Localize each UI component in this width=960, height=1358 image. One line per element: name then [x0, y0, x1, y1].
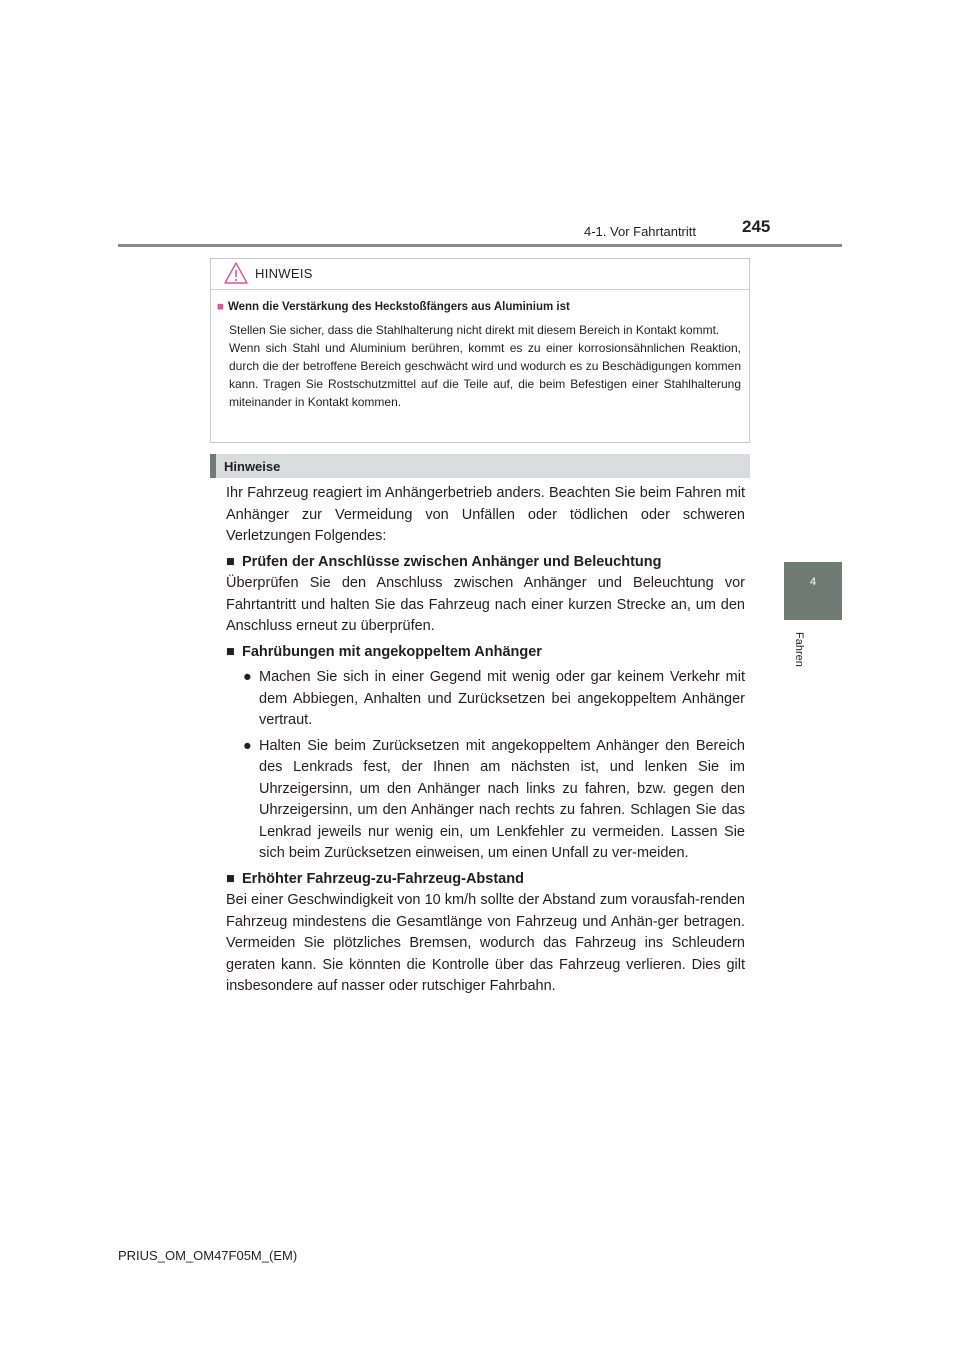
notice-header	[211, 259, 749, 290]
subsection-text: Überprüfen Sie den Anschluss zwischen Anhänger und Beleuchtung vor Fahrtantritt und halten Sie das Fahrzeug nach einer kurzen Strecke an, um den Anschluss erneut zu überprüfen.	[226, 575, 745, 634]
warning-triangle-icon	[223, 261, 249, 285]
page-number: 245	[742, 217, 771, 236]
list-item	[243, 667, 745, 732]
chapter-tab	[784, 562, 842, 620]
notice-bullet: ■	[217, 301, 224, 313]
section-title: 4-1. Vor Fahrtantritt	[584, 224, 696, 239]
subsection-heading	[226, 552, 745, 574]
header-divider	[118, 244, 842, 247]
notice-heading-text: Wenn die Verstärkung des Heckstoßfängers aus Aluminium ist	[227, 301, 570, 313]
subsection-title: Fahrübungen mit angekoppeltem Anhänger	[242, 643, 542, 660]
section-bar-title: Hinweise	[224, 459, 281, 474]
notice-title: HINWEIS	[255, 266, 313, 281]
notice-heading	[217, 301, 743, 313]
list-item-text: Machen Sie sich in einer Gegend mit wenig oder gar keinem Verkehr mit dem Abbiegen, Anhalten und Zurücksetzen bei angekoppeltem Anhänger vertraut.	[259, 669, 745, 728]
chapter-number: 4	[809, 576, 817, 588]
main-content	[226, 483, 745, 998]
section-bar-accent	[210, 454, 216, 478]
subsection-heading	[226, 642, 745, 664]
notice-box	[210, 258, 750, 443]
subsection-title: Prüfen der Anschlüsse zwischen Anhänger und Beleuchtung	[242, 553, 662, 570]
bullet-dot: ●	[243, 737, 252, 754]
list-item-text: Halten Sie beim Zurücksetzen mit angekoppeltem Anhänger den Bereich des Lenkrads fest, der Ihnen am nächsten ist, und lenken Sie im Uhrzeigersinn, um den Anhänger nach links zu fahren, bzw. gegen den Uhrzeigersinn, um den Anhänger nach rechts zu fahren. Schlagen Sie das Lenkrad jeweils nur wenig ein, um Lenkfehler zu vermeiden. Lassen Sie sich beim Zurücksetzen einweisen, um einen Unfall zu ver-meiden.	[259, 737, 745, 861]
bullet-dot: ●	[243, 669, 252, 685]
notice-paragraph: Wenn sich Stahl und Aluminium berühren, kommt es zu einer korrosionsähnlichen Reaktion, durch die der betroffene Bereich geschwächt wird und wodurch es zu Beschädigungen kommen kann. Tragen Sie Rostschutzmittel auf die Teile auf, die beim Befestigen einer Stahlhalterung miteinander in Kontakt kommen.	[229, 341, 741, 409]
subsection-bullet: ■	[226, 870, 235, 887]
subsection-heading	[226, 869, 745, 891]
subsection-text: Bei einer Geschwindigkeit von 10 km/h sollte der Abstand zum vorausfah-renden Fahrzeug mindestens die Gesamtlänge von Fahrzeug und Anhän-ger betragen. Vermeiden Sie plötzliches Bremsen, wodurch das Fahrzeug ins Schleudern geraten kann. Sie könnten die Kontrolle über das Fahrzeug verlieren. Dies gilt insbesondere auf nasser oder rutschiger Fahrbahn.	[226, 892, 745, 994]
subsection-title: Erhöhter Fahrzeug-zu-Fahrzeug-Abstand	[242, 870, 524, 887]
subsection-bullet: ■	[226, 643, 235, 660]
chapter-label: Fahren	[793, 632, 805, 667]
notice-paragraph: Stellen Sie sicher, dass die Stahlhalterung nicht direkt mit diesem Bereich in Kontakt kommt.	[229, 323, 720, 337]
subsection-bullet: ■	[226, 553, 235, 570]
list-item	[243, 736, 745, 865]
intro-paragraph: Ihr Fahrzeug reagiert im Anhängerbetrieb anders. Beachten Sie beim Fahren mit Anhänger zur Vermeidung von Unfällen oder tödlichen oder schweren Verletzungen Folgendes:	[226, 485, 745, 544]
notice-body	[229, 321, 741, 411]
document-code: PRIUS_OM_OM47F05M_(EM)	[118, 1248, 298, 1263]
section-bar	[210, 454, 750, 478]
